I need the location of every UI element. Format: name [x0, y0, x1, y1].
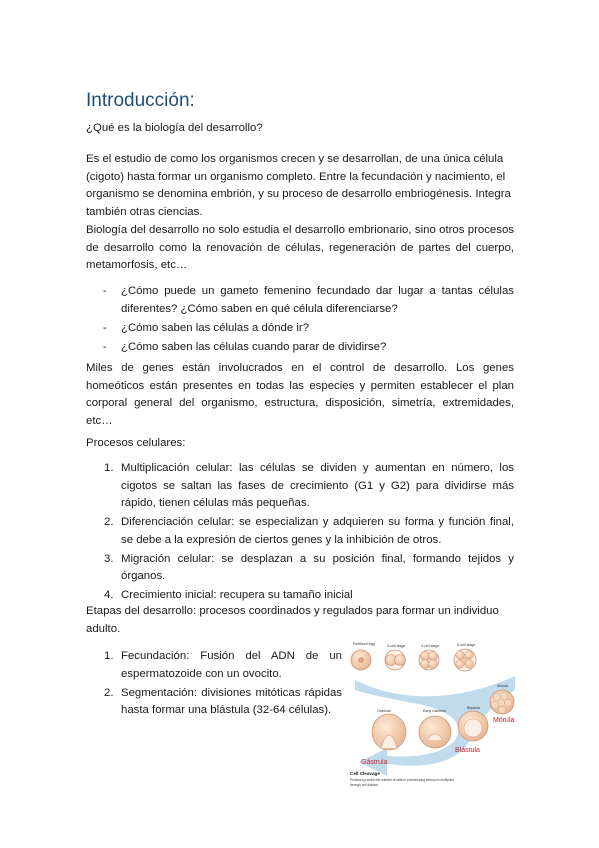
caption-line-2: through cell division. — [350, 783, 379, 787]
etapas-list — [86, 648, 342, 721]
eight-cell-stage — [454, 649, 476, 671]
list-item — [86, 339, 514, 357]
label-fertilized: Fertilized egg — [353, 642, 375, 646]
list-marker: 3. — [104, 552, 114, 565]
list-marker: - — [103, 321, 107, 334]
paragraph-genes: Miles de genes están involucrados en el control de desarrollo. Los genes homeóticos están presentes en todas las especies y permiten establecer el plan corporal general del organismo, estructura, disposición, simetría, extremidades, etc… — [86, 362, 514, 427]
list-item — [86, 320, 514, 338]
list-item — [86, 587, 514, 605]
four-cell-stage — [419, 650, 439, 670]
paragraph-scope: Biología del desarrollo no solo estudia el desarrollo embrionario, sino otros procesos de desarrollo como la renovación de células, regeneración de partes del cuerpo, metamorfosis, etc… — [86, 224, 514, 271]
questions-list — [86, 283, 514, 358]
list-item — [86, 648, 342, 683]
label-gastrula-es: Gástrula — [361, 759, 388, 766]
procesos-list — [86, 460, 514, 606]
list-marker: 1. — [104, 462, 114, 474]
list-item — [86, 514, 514, 549]
two-cell-stage — [385, 650, 406, 670]
list-item — [86, 551, 514, 586]
paragraph-definition: Es el estudio de como los organismos crecen y se desarrollan, de una única célula (cigoto) hasta formar un organismo completo. Entre la fecundación y nacimiento, el organismo se denomina embrión, y su proceso de desarrollo embriogénesis. Integra también otras ciencias. — [86, 153, 511, 218]
list-item-text: ¿Cómo saben las células cuando parar de dividirse? — [121, 340, 387, 353]
label-blastula: Blastula — [467, 706, 480, 710]
morula — [490, 690, 514, 714]
blastula — [458, 711, 488, 741]
list-item — [86, 460, 514, 513]
intro-question: ¿Qué es la biología del desarrollo? — [86, 122, 263, 134]
list-item — [86, 685, 342, 720]
list-item-text: ¿Cómo puede un gameto femenino fecundado dar lugar a tantas células diferentes? ¿Cómo saben en qué célula diferenciarse? — [121, 285, 514, 315]
label-four-cell: 4-cell stage — [421, 644, 440, 648]
caption-title: Cell Cleavage — [350, 771, 380, 776]
list-marker: - — [103, 340, 107, 353]
list-item-text: Migración celular: se desplazan a su posición final, formando tejidos y órganos. — [121, 552, 514, 582]
cell-cleavage-figure — [347, 636, 518, 789]
label-eight-cell: 8-cell stage — [457, 643, 476, 647]
early-gastrula — [419, 716, 451, 748]
list-marker: 2. — [104, 516, 114, 528]
gastrula — [372, 714, 406, 750]
list-marker: 4. — [104, 589, 114, 601]
paragraph-etapas: Etapas del desarrollo: procesos coordinados y regulados para formar un individuo adulto. — [86, 605, 499, 635]
procesos-heading: Procesos celulares: — [86, 437, 186, 449]
page-title: Introducción: — [86, 90, 195, 111]
label-blastula-es: Blástula — [455, 747, 480, 754]
list-marker: 2. — [104, 686, 114, 699]
label-two-cell: 2-cell stage — [387, 644, 406, 648]
list-marker: - — [103, 285, 107, 297]
label-early-gastrula: Early Gastrula — [423, 709, 446, 713]
list-item-text: Segmentación: divisiones mitóticas rápidas hasta formar una blástula (32-64 células). — [121, 686, 342, 716]
label-morula-es: Mórula — [493, 717, 515, 724]
fertilized-egg — [351, 650, 371, 670]
list-item — [86, 283, 514, 318]
list-item-text: Diferenciación celular: se especializan y adquieren su forma y función final, se debe a la expresión de ciertos genes y la inhibición de otros. — [121, 516, 514, 546]
list-item-text: ¿Cómo saben las células a dónde ir? — [121, 321, 310, 334]
list-item-text: Crecimiento inicial: recupera su tamaño inicial — [121, 589, 353, 601]
list-item-text: Multiplicación celular: las células se dividen y aumentan en número, los cigotos se saltan las fases de crecimiento (G1 y G2) para dividirse más rápido, tienen células más pequeñas. — [121, 462, 514, 509]
list-item-text: Fecundación: Fusión del ADN de un espermatozoide con un ovocito. — [121, 650, 342, 680]
label-morula-en: Morula — [497, 684, 508, 688]
label-gastrula: Gastrula — [377, 709, 391, 713]
caption-line-1: Process by which the number of cells in a developing embryo is multiplied — [350, 778, 454, 782]
list-marker: 1. — [104, 650, 114, 662]
